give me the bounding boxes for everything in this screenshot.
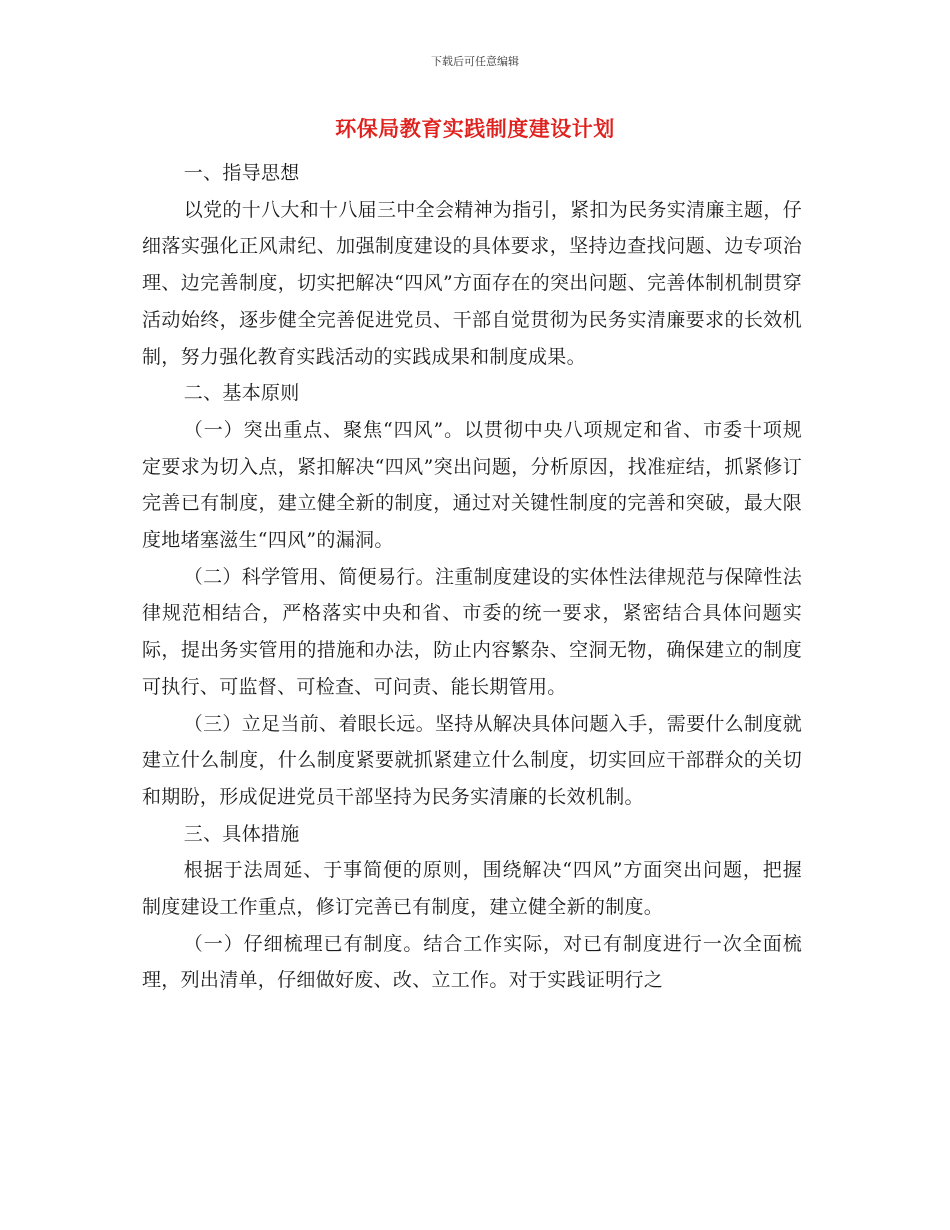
heading-specific-measures: 三、具体措施 (183, 822, 300, 845)
heading-guiding-ideology: 一、指导思想 (183, 162, 300, 184)
heading-basic-principles: 二、基本原则 (183, 382, 300, 405)
paragraph-principle-3: （三）立足当前、着眼长远。坚持从解决具体问题入手，需要什么制度就建立什么制度，什么制度紧要就抓紧建立什么制度，切实回应干部群众的关切和期盼，形成促进党员干部坚持为民务实清廉的长效机制。 (142, 712, 802, 808)
paragraph-measures-intro: 根据于法周延、于事简便的原则，围绕解决“四风”方面突出问题，把握制度建设工作重点，修订完善已有制度，建立健全新的制度。 (142, 859, 802, 919)
header-note: 下载后可任意编辑 (431, 55, 519, 68)
paragraph-principle-1: （一）突出重点、聚焦“四风”。以贯彻中央八项规定和省、市委十项规定要求为切入点，紧扣解决“四风”突出问题，分析原因，找准症结，抓紧修订完善已有制度，建立健全新的制度，通过对关键性制度的完善和突破，最大限度地堵塞滋生“四风”的漏洞。 (142, 418, 802, 552)
paragraph-guiding-ideology: 以党的十八大和十八届三中全会精神为指引，紧扣为民务实清廉主题，仔细落实强化正风肃纪、加强制度建设的具体要求，坚持边查找问题、边专项治理、边完善制度，切实把解决“四风”方面存在的突出问题、完善体制机制贯穿活动始终，逐步健全完善促进党员、干部自觉贯彻为民务实清廉要求的长效机制，努力强化教育实践活动的实践成果和制度成果。 (142, 198, 802, 368)
document-body (142, 155, 802, 999)
paragraph-principle-2: （二）科学管用、简便易行。注重制度建设的实体性法律规范与保障性法律规范相结合，严格落实中央和省、市委的统一要求，紧密结合具体问题实际，提出务实管用的措施和办法，防止内容繁杂、空洞无物，确保建立的制度可执行、可监督、可检查、可问责、能长期管用。 (142, 565, 802, 698)
paragraph-measure-1: （一）仔细梳理已有制度。结合工作实际，对已有制度进行一次全面梳理，列出清单，仔细做好废、改、立工作。对于实践证明行之 (142, 932, 802, 992)
document-title: 环保局教育实践制度建设计划 (335, 116, 615, 141)
